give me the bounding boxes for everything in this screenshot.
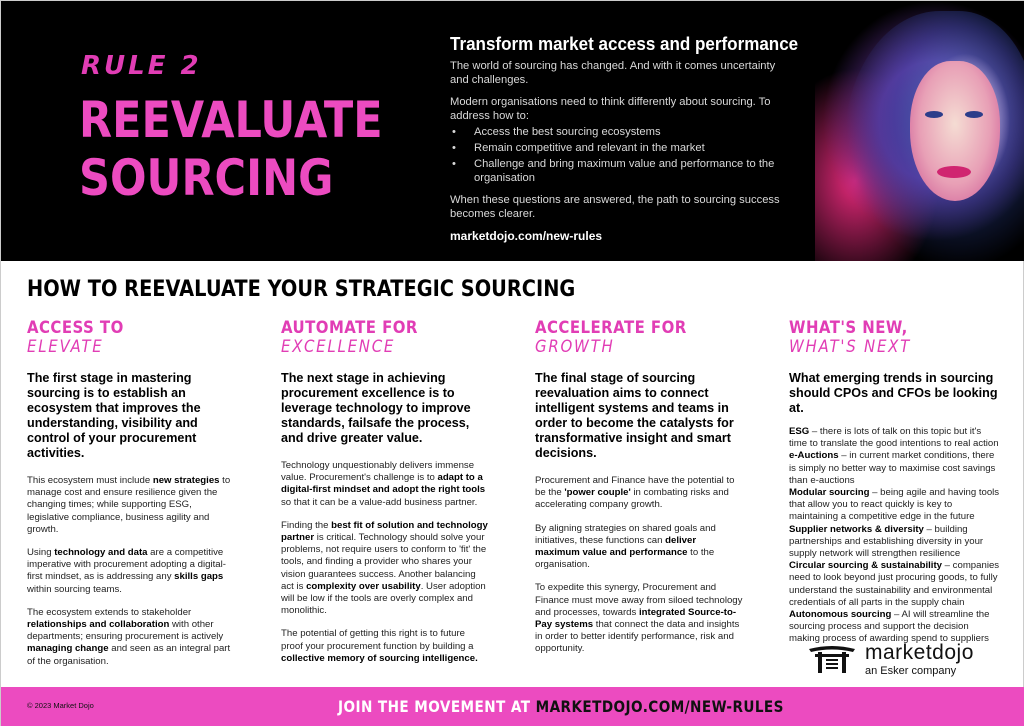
column-heading-line1: ACCELERATE FOR [535, 318, 687, 338]
text: . User adoption will be low if the tools are overly complex and monolithic. [281, 580, 486, 617]
bold-text: new strategies [152, 475, 220, 486]
trend-item [789, 524, 1001, 561]
column-paragraph [27, 475, 235, 536]
intro-heading: Transform market access and performance [450, 33, 799, 54]
column-heading-line1: AUTOMATE FOR [281, 318, 418, 338]
main-title [79, 91, 383, 207]
column-lead: The first stage in mastering sourcing is to establish an ecosystem that improves the understanding, visibility and control of your procurement activities. [27, 371, 201, 460]
column-heading-line1: ACCESS TO [27, 318, 124, 338]
text: and seen as an integral part of the organisation. [27, 643, 231, 667]
column-lead: What emerging trends in sourcing should CPOs and CFOs be looking at. [789, 371, 998, 415]
cta-text: JOIN THE MOVEMENT AT [338, 697, 536, 716]
column-paragraph [27, 547, 235, 596]
main-title-line1: REEVALUATE [79, 91, 383, 149]
column-whats-new-whats-next [789, 319, 1001, 646]
trend-term: Circular sourcing & sustainability [789, 560, 943, 572]
bold-text: deliver maximum value and performance [535, 534, 697, 559]
bold-text: technology and data [54, 547, 148, 559]
column-paragraph [281, 628, 489, 665]
column-heading-line2: ELEVATE [27, 337, 104, 357]
column-heading-line1: WHAT'S NEW, [789, 318, 908, 338]
text: in combating risks and accelerating company growth. [535, 487, 729, 511]
column-heading-line2: EXCELLENCE [281, 337, 396, 357]
column-paragraph [535, 475, 743, 512]
intro-block [450, 33, 799, 243]
text: within sourcing teams. [27, 583, 122, 595]
trend-text: – there is lots of talk on this topic but it's time to translate the good intentions to real action [789, 426, 999, 450]
trend-term: Autonomous sourcing [789, 609, 892, 621]
text: to the organisation. [535, 547, 715, 571]
text: to manage cost and ensure resilience given the changing times; while supporting ESG, legislative compliance, business agility and growth. [27, 475, 231, 535]
column-paragraph [27, 607, 235, 668]
column-paragraph [535, 582, 743, 655]
column-heading-line2: WHAT'S NEXT [789, 337, 912, 357]
text: By aligning strategies on shared goals and initiatives, these functions can [535, 522, 716, 546]
bold-text: complexity over usability [306, 580, 421, 592]
column-heading-line2: GROWTH [535, 337, 615, 357]
dojo-gate-icon [807, 643, 857, 673]
trend-text: – AI will streamline the sourcing process and support the decision making process of awarding spend to suppliers [789, 609, 990, 645]
column-lead: The next stage in achieving procurement excellence is to leverage technology to improve standards, failsafe the process, and drive greater value. [281, 371, 471, 445]
text: The ecosystem extends to stakeholder [27, 606, 192, 618]
portrait-eye [925, 111, 943, 118]
intro-paragraph-3: When these questions are answered, the path to sourcing success becomes clearer. [450, 194, 780, 220]
text: so that it can be a value-add business partner. [281, 496, 478, 508]
column-paragraph [281, 460, 489, 509]
market-dojo-logo [807, 641, 1007, 681]
portrait-image [815, 1, 1024, 261]
column-paragraph [535, 523, 743, 572]
bold-text: adapt to a digital-first mindset and adopt the right tools [281, 472, 486, 496]
text: Finding the [281, 519, 332, 531]
column-accelerate-for-growth [535, 319, 743, 667]
bold-text: skills gaps [174, 571, 224, 583]
column-heading [789, 319, 976, 357]
trend-item [789, 450, 1001, 487]
trend-term: Modular sourcing [789, 487, 870, 499]
intro-paragraph-2: Modern organisations need to think differently about sourcing. To address how to: [450, 96, 771, 122]
text: are a competitive imperative with procurement adopting a digital-first mindset, as is addressing any [27, 547, 226, 583]
column-heading [27, 319, 210, 357]
text: The potential of getting this right is to future proof your procurement function by building a [281, 628, 474, 652]
portrait-eye [965, 111, 983, 118]
portrait-face [910, 61, 1000, 201]
text: with other departments; ensuring procurement is actively [27, 619, 224, 643]
portrait-lips [937, 166, 971, 178]
column-access-to-elevate [27, 319, 235, 679]
main-title-line2: SOURCING [79, 149, 334, 207]
intro-bullet: • Access the best sourcing ecosystems [450, 125, 790, 139]
logo-name: marketdojo [865, 641, 974, 664]
trend-text: – being agile and having tools that allow you to react quickly is key to maintaining a competitive edge in the future [789, 487, 1000, 523]
trend-text: – companies need to look beyond just procuring goods, to fully understand the sustainability and environmental credentials of all parts in the supply chain [789, 560, 1000, 608]
section-title: HOW TO REEVALUATE YOUR STRATEGIC SOURCING [27, 277, 576, 302]
logo-subtitle: an Esker company [865, 665, 957, 677]
trend-item [789, 560, 1001, 609]
column-heading [281, 319, 464, 357]
cta-url[interactable]: MARKETDOJO.COM/NEW-RULES [535, 697, 784, 716]
join-movement-cta[interactable] [338, 697, 784, 716]
bold-text: integrated Source-to-Pay systems [535, 606, 737, 631]
bold-text: collective memory of sourcing intelligence. [281, 652, 478, 664]
text: Procurement and Finance have the potential to be the [535, 475, 735, 499]
trend-term: e-Auctions [789, 450, 839, 462]
column-paragraph [281, 520, 489, 618]
bold-text: managing change [27, 643, 109, 655]
bold-text: best fit of solution and technology partner [281, 519, 488, 544]
trend-text: – in current market conditions, there is simply no better way to maximise cost savings than e-auctions [789, 450, 996, 486]
website-link[interactable]: marketdojo.com/new-rules [450, 229, 603, 243]
intro-bullet-list [450, 125, 790, 185]
footer-bar [1, 687, 1024, 726]
trend-term: Supplier networks & diversity [789, 523, 924, 535]
text: Using [27, 547, 55, 559]
bold-text: relationships and collaboration [27, 619, 170, 631]
column-lead: The final stage of sourcing reevaluation aims to connect intelligent systems and teams in order to become the catalysts for transformative insight and smart decisions. [535, 371, 734, 460]
top-banner [1, 1, 1024, 261]
text: To expedite this synergy, Procurement and Finance must move away from siloed technology and processes, towards [535, 582, 743, 618]
trend-item [789, 487, 1001, 524]
intro-paragraph-1: The world of sourcing has changed. And with it comes uncertainty and challenges. [450, 60, 776, 86]
rule-label: RULE 2 [81, 51, 202, 81]
trend-term: ESG [789, 426, 810, 437]
text: that connect the data and insights in order to better identify performance, risk and opportunity. [535, 619, 740, 655]
text: is critical. Technology should solve your problems, not require users to conform to 'fit' the tools, and finding a provider who shares your vision guarantees success. Another balancing act is [281, 532, 487, 592]
trend-item [789, 426, 1001, 450]
intro-bullet: • Challenge and bring maximum value and performance to the organisation [450, 157, 790, 185]
column-heading [535, 319, 718, 357]
text: Technology unquestionably delivers immense value. Procurement's challenge is to [281, 460, 475, 484]
bold-text: 'power couple' [564, 487, 631, 499]
text: This ecosystem must include [27, 475, 153, 486]
copyright: © 2023 Market Dojo [27, 701, 94, 710]
column-automate-for-excellence [281, 319, 489, 676]
trend-text: – building partnerships and establishing diversity in your supply network will strengthen resilience [789, 523, 984, 560]
intro-bullet: • Remain competitive and relevant in the market [450, 141, 790, 155]
